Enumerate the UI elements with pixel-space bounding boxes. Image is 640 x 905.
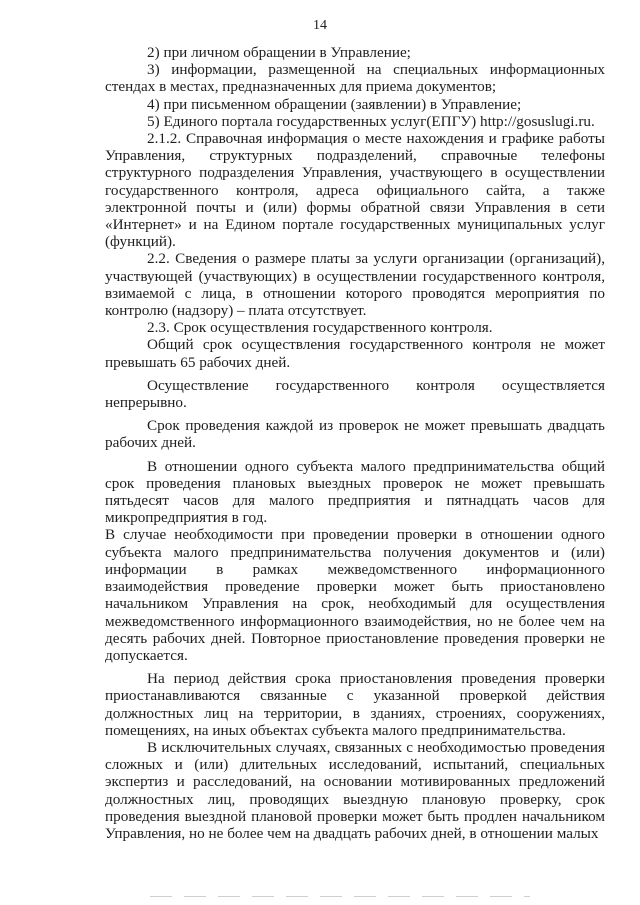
paragraph: 2) при личном обращении в Управление; bbox=[147, 44, 411, 61]
paragraph: 4) при письменном обращении (заявлении) в Управление; bbox=[147, 95, 522, 113]
paragraph: 2.3. Срок осуществления государственного контроля. bbox=[147, 319, 493, 337]
paragraph: В исключительных случаях, связанных с необходимостью проведения сложных и (или) длительных исследований, испытаний, специальных экспертиз и расследований, на основании мотивированных предложений должностных лиц, проводящих выездную плановую проверку, срок проведения выездной плановой проверки может быть продлен начальником Управления, но не более чем на двадцать рабочих дней, в отношении малых bbox=[105, 738, 605, 842]
paragraph: 3) информации, размещенной на специальных информационных стендах в местах, предназначенных для приема документов; bbox=[105, 61, 605, 96]
document-body bbox=[105, 44, 605, 842]
footer-rule bbox=[150, 896, 530, 897]
paragraph: 2.1.2. Справочная информация о месте нахождения и графике работы Управления, структурных подразделений, справочные телефоны структурного подразделения Управления, участвующего в осуществлении государственного контроля, адреса официального сайта, а также электронной почты и (или) формы обратной связи Управления в сети «Интернет» и на Едином портале государственных муниципальных услуг (функций). bbox=[105, 130, 605, 251]
paragraph: На период действия срока приостановления проведения проверки приостанавливаются связанные с указанной проверкой действия должностных лиц на территории, в зданиях, строениях, сооружениях, помещениях, на иных объектах субъекта малого предпринимательства. bbox=[105, 670, 605, 739]
paragraph: В случае необходимости при проведении проверки в отношении одного субъекта малого предпринимательства получения документов и (или) информации в рамках межведомственного информационного взаимодействия проведение проверки может быть приостановлено начальником Управления на срок, необходимый для осуществления межведомственного информационного взаимодействия, но не более чем на десять рабочих дней. Повторное приостановление проведения проверки не допускается. bbox=[105, 526, 605, 664]
page-number: 14 bbox=[313, 18, 327, 33]
paragraph: 2.2. Сведения о размере платы за услуги организации (организаций), участвующей (участвующих) в осуществлении государственного контроля, взимаемой с лица, в отношении которого проводятся мероприятия по контролю (надзору) – плата отсутствует. bbox=[105, 250, 605, 320]
paragraph: 5) Единого портала государственных услуг(ЕПГУ) http://gosuslugi.ru. bbox=[147, 112, 595, 130]
paragraph: Осуществление государственного контроля осуществляется непрерывно. bbox=[105, 376, 605, 412]
paragraph: Срок проведения каждой из проверок не может превышать двадцать рабочих дней. bbox=[105, 417, 605, 452]
paragraph: Общий срок осуществления государственного контроля не может превышать 65 рабочих дней. bbox=[105, 336, 605, 371]
paragraph: В отношении одного субъекта малого предпринимательства общий срок проведения плановых выездных проверок не может превышать пятьдесят часов для малого предприятия и пятнадцать часов для микропредприятия в год. bbox=[105, 457, 605, 527]
